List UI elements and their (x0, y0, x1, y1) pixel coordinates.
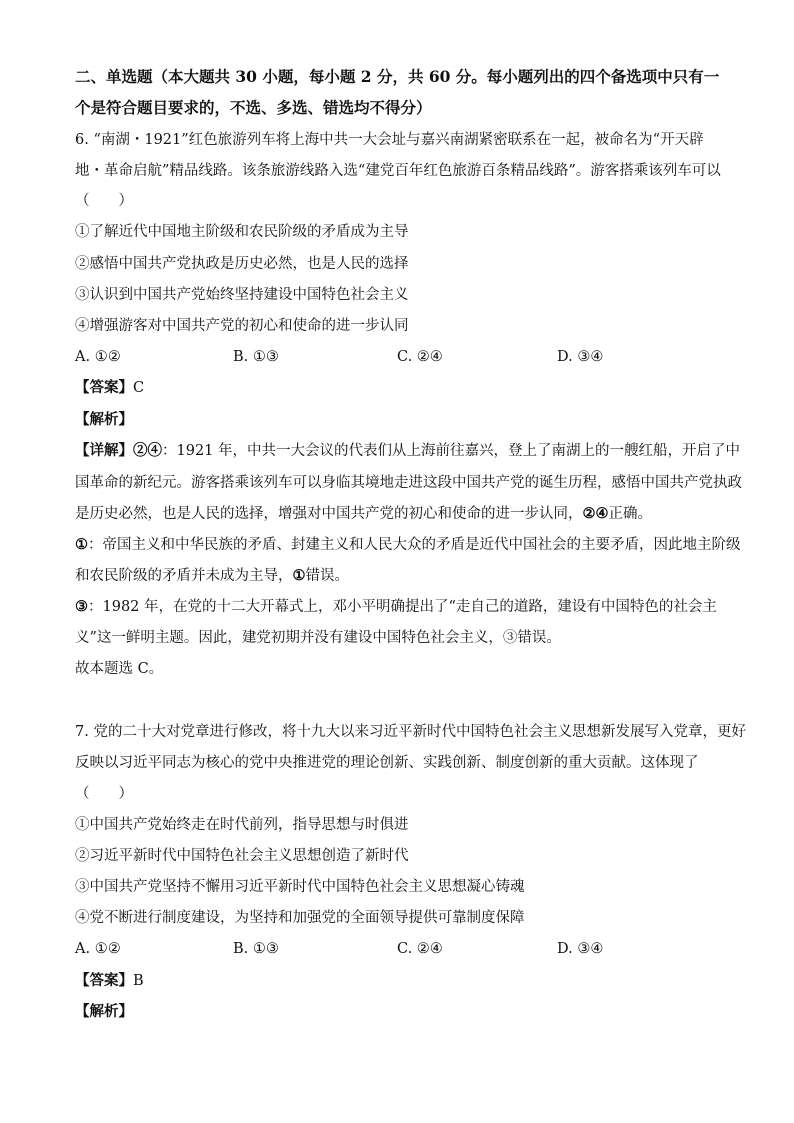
q6-option-b: B. ①③ (233, 349, 279, 365)
q6-detail-line-2: 国革命的新纪元。游客搭乘该列车可以身临其境地走进这段中国共产党的诞生历程，感悟中国共产党执政 (75, 475, 742, 491)
section-title-line-1: 二、单选题（本大题共 30 小题，每小题 2 分，共 60 分。每小题列出的四个备选项中只有一 (75, 67, 720, 86)
q7-option-c: C. ②④ (397, 941, 443, 957)
q7-stem-line-2: 反映以习近平同志为核心的党中央推进党的理论创新、实践创新、制度创新的重大贡献。这体现了 (75, 755, 699, 771)
q6-explain-3-line-2: 义”这一鲜明主题。因此，建党初期并没有建设中国特色社会主义，③错误。 (75, 630, 561, 646)
section-title-line-2: 个是符合题目要求的，不选、多选、错选均不得分） (75, 98, 432, 117)
q6-analysis-tag: 【解析】 (75, 411, 133, 428)
q6-detail-line-1 (75, 441, 740, 461)
q7-analysis-tag: 【解析】 (75, 1003, 133, 1020)
q7-option-b: B. ①③ (233, 941, 279, 957)
q7-options (0, 939, 794, 959)
q7-stem-line-1: 7. 党的二十大对党章进行修改，将十九大以来习近平新时代中国特色社会主义思想新发展写入党章，更好 (75, 724, 746, 740)
q6-item-3: ③认识到中国共产党始终坚持建设中国特色社会主义 (75, 287, 409, 303)
q6-explain-1-text: ：帝国主义和中华民族的矛盾、封建主义和人民大众的矛盾是近代中国社会的主要矛盾，因此地主阶级 (88, 537, 741, 553)
q6-conclusion: 故本题选 C。 (75, 661, 164, 677)
q7-item-3: ③中国共产党坚持不懈用习近平新时代中国特色社会主义思想凝心铸魂 (75, 879, 525, 895)
q7-item-4: ④党不断进行制度建设，为坚持和加强党的全面领导提供可靠制度保障 (75, 910, 525, 926)
q6-stem-line-2: 地・革命启航”精品线路。该条旅游线路入选“建党百年红色旅游百条精品线路”。游客搭乘该列车可以 (75, 163, 721, 179)
q6-answer-value: C (133, 380, 145, 396)
q7-answer (75, 971, 144, 991)
q6-explain-1-mark-2: ① (292, 567, 306, 584)
q6-explain-1-text-2b: 错误。 (305, 568, 349, 584)
q7-option-a: A. ①② (75, 941, 121, 957)
q7-paren: （ ） (75, 786, 133, 802)
q6-paren: （ ） (75, 193, 133, 209)
q7-option-d: D. ③④ (557, 941, 604, 957)
q6-explain-1-line-1 (75, 535, 741, 555)
q6-detail-line-3 (75, 504, 652, 524)
q6-explain-1-mark: ① (75, 536, 88, 553)
q7-item-1: ①中国共产党始终走在时代前列，指导思想与时俱进 (75, 817, 409, 833)
q6-explain-3-mark: ③ (75, 598, 88, 615)
q6-detail-text-3a: 是历史必然，也是人民的选择，增强对中国共产党的初心和使命的进一步认同， (75, 506, 583, 522)
q6-detail-mark-3: ②④ (582, 505, 609, 522)
q7-item-2: ②习近平新时代中国特色社会主义思想创造了新时代 (75, 848, 409, 864)
q6-item-4: ④增强游客对中国共产党的初心和使命的进一步认同 (75, 318, 409, 334)
q6-answer-tag: 【答案】 (75, 379, 133, 396)
q6-explain-1-text-2a: 和农民阶级的矛盾并未成为主导， (75, 568, 293, 584)
q6-explain-3-text: ：1982 年，在党的十二大开幕式上，邓小平明确提出了“走自己的道路，建设有中国特色的社会主 (88, 599, 717, 615)
q6-detail-mark: ②④ (133, 442, 162, 459)
q6-options (0, 347, 794, 367)
q7-answer-value: B (133, 973, 144, 989)
q6-option-a: A. ①② (75, 349, 121, 365)
q6-detail-text-1: ：1921 年，中共一大会议的代表们从上海前往嘉兴，登上了南湖上的一艘红船，开启了中 (162, 443, 741, 459)
q6-answer (75, 378, 144, 398)
q6-detail-text-3b: 正确。 (608, 506, 652, 522)
q6-item-2: ②感悟中国共产党执政是历史必然，也是人民的选择 (75, 256, 409, 272)
q6-stem-line-1: 6. “南湖・1921”红色旅游列车将上海中共一大会址与嘉兴南湖紧密联系在一起，被命名为“开天辟 (75, 132, 704, 148)
q6-option-c: C. ②④ (397, 349, 443, 365)
q6-item-1: ①了解近代中国地主阶级和农民阶级的矛盾成为主导 (75, 224, 409, 240)
q7-answer-tag: 【答案】 (75, 972, 133, 989)
q6-detail-tag: 【详解】 (75, 442, 133, 459)
q6-option-d: D. ③④ (557, 349, 604, 365)
q6-explain-1-line-2 (75, 566, 349, 586)
q6-explain-3-line-1 (75, 597, 717, 617)
